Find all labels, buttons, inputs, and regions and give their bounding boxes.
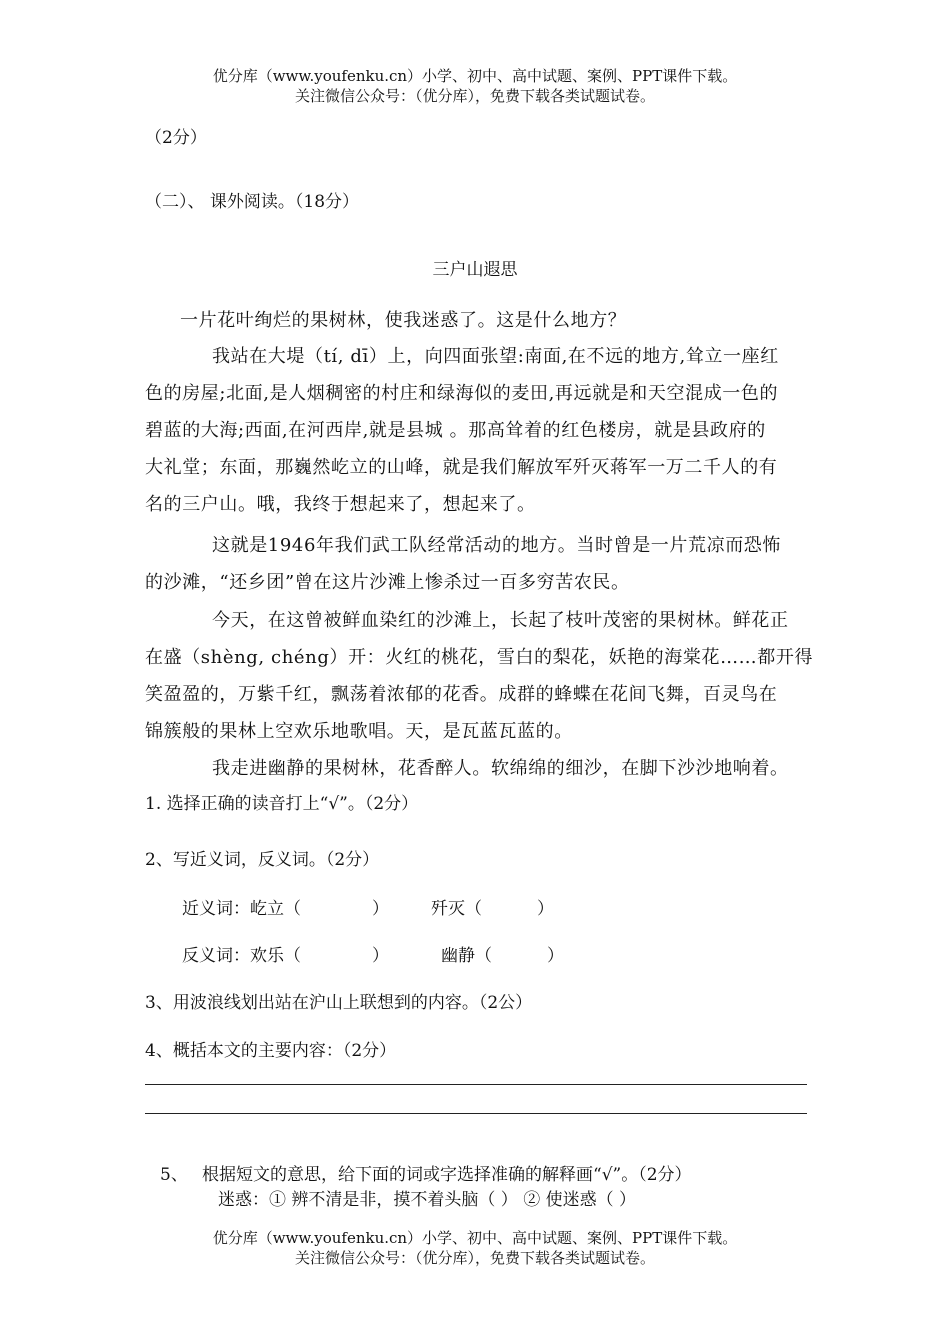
synonym-prompt-2: 歼灭（ [431, 899, 482, 919]
synonym-blank-close: ） [372, 899, 389, 919]
question-5-number: 5、 [160, 1165, 188, 1185]
article-line: 一片花叶绚烂的果树林，使我迷惑了。这是什么地方？ [180, 310, 627, 331]
answer-line [145, 1084, 807, 1085]
question-2: 2、写近义词，反义词。（2分） [145, 850, 380, 870]
article-line: 锦簇般的果林上空欢乐地歌唱。天，是瓦蓝瓦蓝的。 [145, 721, 573, 742]
footer-line-1: 优分库（www.youfenku.cn）小学、初中、高中试题、案例、PPT课件下载。 [212, 1229, 738, 1247]
article-line: 这就是1946年我们武工队经常活动的地方。当时曾是一片荒凉而恐怖 [212, 535, 782, 556]
article-line: 笑盈盈的，万紫千红，飘荡着浓郁的花香。成群的蜂蝶在花间飞舞，百灵鸟在 [145, 684, 778, 705]
question-5: 根据短文的意思，给下面的词或字选择准确的解释画“√”。（2分） [202, 1165, 692, 1185]
article-line: 大礼堂；东面，那巍然屹立的山峰，就是我们解放军歼灭蒋军一万二千人的有 [145, 457, 778, 478]
footer-line-2: 关注微信公众号：（优分库），免费下载各类试题试卷。 [294, 1249, 655, 1267]
answer-line [145, 1113, 807, 1114]
previous-score: （2分） [145, 128, 207, 148]
question-1: 1. 选择正确的读音打上“√”。（2分） [145, 794, 419, 814]
antonym-blank-close-2: ） [547, 946, 564, 966]
article-line: 名的三户山。哦，我终于想起来了，想起来了。 [145, 494, 536, 515]
article-line: 今天，在这曾被鲜血染红的沙滩上，长起了枝叶茂密的果树林。鲜花正 [212, 610, 789, 631]
antonym-prompt: 反义词：欢乐（ [182, 946, 301, 966]
section-heading: （二）、 课外阅读。（18分） [145, 192, 360, 212]
question-4: 4、概括本文的主要内容：（2分） [145, 1041, 397, 1061]
synonym-blank-close-2: ） [537, 899, 554, 919]
article-title: 三户山遐思 [432, 260, 518, 280]
question-3: 3、用波浪线划出站在沪山上联想到的内容。（2公） [145, 993, 533, 1013]
article-line: 我站在大堤（tí, dī）上，向四面张望:南面,在不远的地方,耸立一座红 [212, 346, 779, 367]
antonym-blank-close: ） [372, 946, 389, 966]
article-line: 碧蓝的大海;西面,在河西岸,就是县城 。那高耸着的红色楼房，就是县政府的 [145, 420, 766, 441]
question-5-options: 迷惑：① 辨不清是非，摸不着头脑（ ） ② 使迷惑（ ） [218, 1190, 637, 1210]
antonym-prompt-2: 幽静（ [441, 946, 492, 966]
header-line-2: 关注微信公众号：（优分库），免费下载各类试题试卷。 [294, 87, 655, 105]
article-line: 在盛（shèng, chéng）开：火红的桃花，雪白的梨花，妖艳的海棠花……都开得 [145, 647, 814, 668]
header-line-1: 优分库（www.youfenku.cn）小学、初中、高中试题、案例、PPT课件下载。 [212, 67, 738, 85]
synonym-prompt: 近义词：屹立（ [182, 899, 301, 919]
article-line: 色的房屋;北面,是人烟稠密的村庄和绿海似的麦田,再远就是和天空混成一色的 [145, 383, 779, 404]
article-line: 的沙滩，“还乡团”曾在这片沙滩上惨杀过一百多穷苦农民。 [145, 572, 630, 593]
article-line: 我走进幽静的果树林，花香醉人。软绵绵的细沙，在脚下沙沙地响着。 [212, 758, 789, 779]
